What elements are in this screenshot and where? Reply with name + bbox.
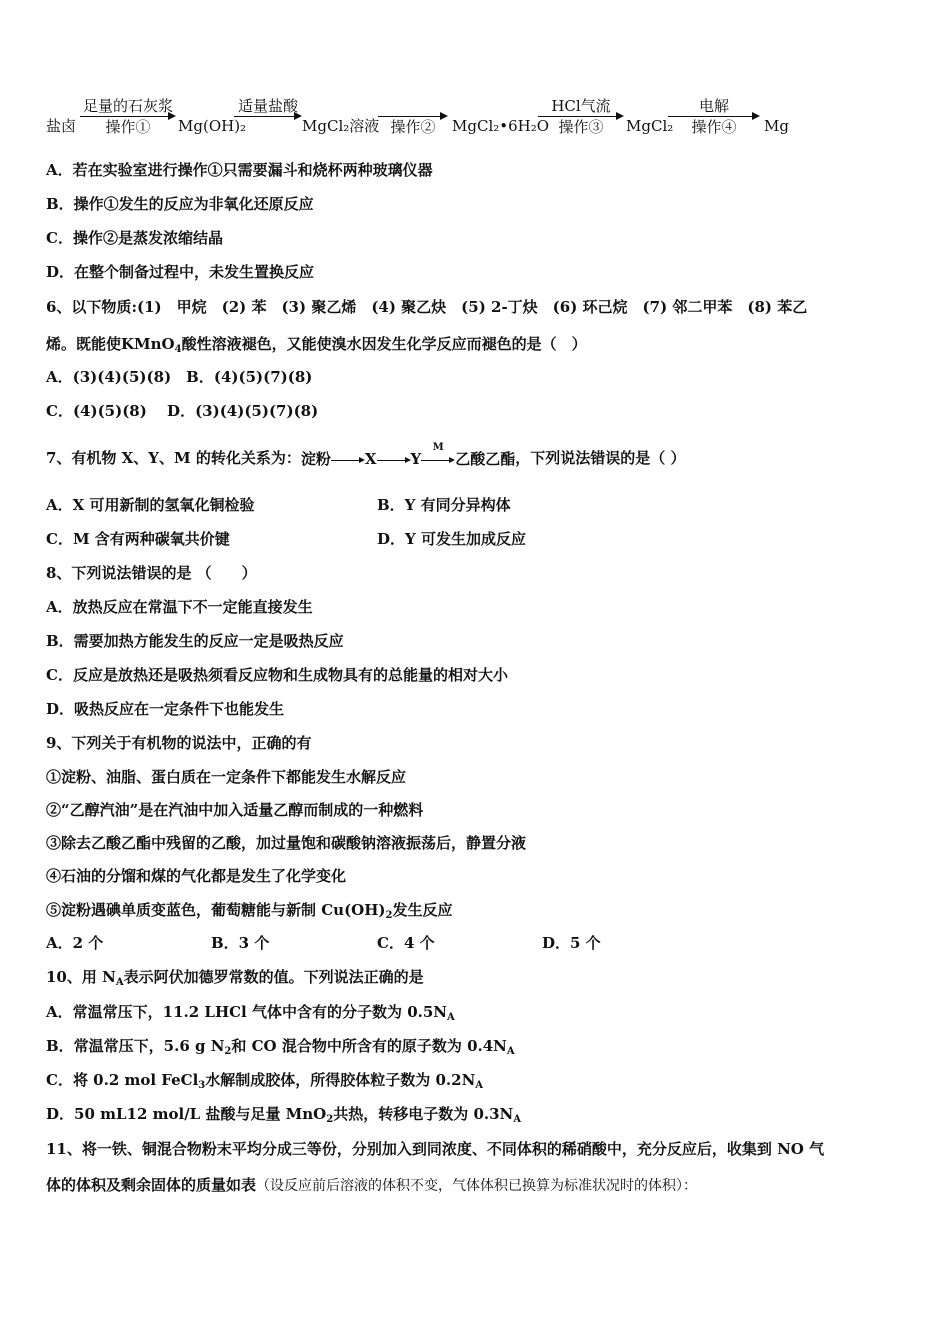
flow-node-1: Mg(OH)₂ xyxy=(178,117,247,135)
flow-arrow-1-operation: 操作① xyxy=(105,118,151,136)
flow-node-4: MgCl₂ xyxy=(626,117,674,135)
q5-option-c: C．操作②是蒸发浓缩结晶 xyxy=(46,229,223,247)
q8-option-c: C．反应是放热还是吸热须看反应物和生成物具有的总能量的相对大小 xyxy=(46,666,508,684)
flow-arrow-5-operation: 操作④ xyxy=(691,118,737,136)
q9-option-a: A．2 个 xyxy=(46,934,104,952)
flow-node-2: MgCl₂溶液 xyxy=(302,117,380,135)
q6-options-ab: A．(3)(4)(5)(8) B．(4)(5)(7)(8) xyxy=(46,368,313,386)
q9-statement-3: ③除去乙酸乙酯中残留的乙酸，加过量饱和碳酸钠溶液振荡后，静置分液 xyxy=(46,834,527,852)
q7-option-a: A．X 可用新制的氢氧化铜检验 xyxy=(46,496,255,514)
q9-statement-4: ④石油的分馏和煤的气化都是发生了化学变化 xyxy=(46,867,347,885)
q8-option-d: D．吸热反应在一定条件下也能发生 xyxy=(46,700,285,718)
q6-options-cd: C．(4)(5)(8) D．(3)(4)(5)(7)(8) xyxy=(46,402,319,420)
q9-option-b: B．3 个 xyxy=(211,934,270,952)
q11-stem-line1: 11、将一铁、铜混合物粉末平均分成三等份，分别加入到同浓度、不同体积的稀硝酸中，充分反应后，收集到 NO 气 xyxy=(46,1140,825,1158)
q7-option-d: D．Y 可发生加成反应 xyxy=(377,530,526,548)
q8-option-a: A．放热反应在常温下不一定能直接发生 xyxy=(46,598,313,616)
q10-stem: 10、用 $N_A$表示阿伏加德罗常数的值。下列说法正确的是 xyxy=(46,968,424,988)
flow-start: 盐卤 xyxy=(46,117,77,135)
q10-option-b: B．常温常压下，5.6 g $N_2$和 CO 混合物中所含有的原子数为 $0.4N_A$ xyxy=(46,1037,515,1057)
q7-option-b: B．Y 有同分异构体 xyxy=(377,496,511,514)
flow-arrow-5 xyxy=(668,96,760,136)
q9-option-d: D．5 个 xyxy=(542,934,601,952)
q9-stem: 9、下列关于有机物的说法中，正确的有 xyxy=(46,734,312,752)
q7-option-c: C．M 含有两种碳氧共价键 xyxy=(46,530,230,548)
q5-option-a: A．若在实验室进行操作①只需要漏斗和烧杯两种玻璃仪器 xyxy=(46,161,433,179)
flow-arrow-2-reagent: 适量盐酸 xyxy=(237,97,298,115)
flow-end: Mg xyxy=(764,117,789,135)
q6-stem-line1: 6、以下物质:(1) 甲烷 (2) 苯 (3) 聚乙烯 (4) 聚乙炔 (5) 2-丁炔 (6) 环己烷 (7) 邻二甲苯 (8) 苯乙 xyxy=(46,298,808,316)
flow-diagram xyxy=(46,96,806,136)
q10-option-a: A．常温常压下，11.2 LHCl 气体中含有的分子数为 $0.5N_A$ xyxy=(46,1003,455,1023)
q9-statement-2: ②“乙醇汽油”是在汽油中加入适量乙醇而制成的一种燃料 xyxy=(46,801,424,819)
flow-arrow-5-reagent: 电解 xyxy=(698,97,729,115)
q5-option-b: B．操作①发生的反应为非氧化还原反应 xyxy=(46,195,314,213)
flow-arrow-3-operation: 操作② xyxy=(390,118,436,136)
q8-stem: 8、下列说法错误的是 （ ） xyxy=(46,564,257,582)
q7-stem: 7、有机物 X、Y、M 的转化关系为：淀粉 X Y M 乙酸乙酯，下列说法错误的是（ ） xyxy=(46,442,686,468)
flow-arrow-4-operation: 操作③ xyxy=(558,118,604,136)
q9-option-c: C．4 个 xyxy=(377,934,435,952)
q10-option-c: C．将 0.2 mol FeCl$_3$水解制成胶体，所得胶体粒子数为 $0.2N_A$ xyxy=(46,1071,484,1091)
flow-arrow-1 xyxy=(80,96,176,136)
q9-statement-1: ①淀粉、油脂、蛋白质在一定条件下都能发生水解反应 xyxy=(46,768,407,786)
q5-option-d: D．在整个制备过程中，未发生置换反应 xyxy=(46,263,315,281)
q11-stem-line2: 体的体积及剩余固体的质量如表（设反应前后溶液的体积不变，气体体积已换算为标准状况时的体积）： xyxy=(46,1176,698,1194)
q9-statement-5: ⑤淀粉遇碘单质变蓝色，葡萄糖能与新制 $Cu(OH)_2$发生反应 xyxy=(46,901,453,921)
q7-conversion-chain: 淀粉 X Y M 乙酸乙酯 xyxy=(300,442,516,468)
flow-arrow-4-reagent: HCl气流 xyxy=(551,97,611,115)
flow-node-3: MgCl₂•6H₂O xyxy=(452,117,550,135)
flow-arrow-3 xyxy=(378,96,448,136)
q6-stem-line2: 烯。既能使KMnO$_4$酸性溶液褪色，又能使溴水因发生化学反应而褪色的是（ ） xyxy=(46,335,587,355)
flow-arrow-4 xyxy=(538,96,624,136)
q8-option-b: B．需要加热方能发生的反应一定是吸热反应 xyxy=(46,632,344,650)
flow-arrow-1-reagent: 足量的石灰浆 xyxy=(82,97,173,115)
q10-option-d: D．50 mL12 mol/L 盐酸与足量 MnO$_2$共热，转移电子数为 $0.3N_A$ xyxy=(46,1105,522,1125)
flow-arrow-2 xyxy=(234,96,302,136)
